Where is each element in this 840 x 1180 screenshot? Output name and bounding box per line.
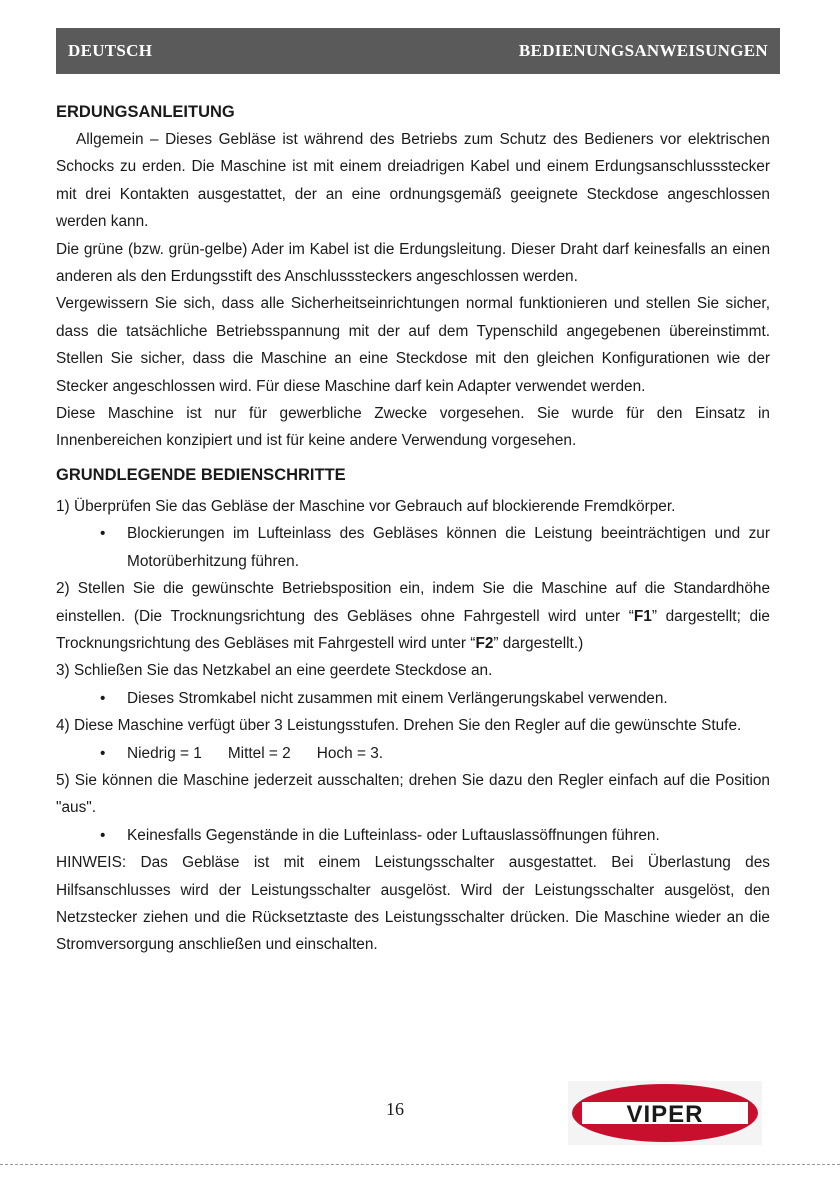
viper-logo	[568, 1081, 762, 1145]
step-4: 4) Diese Maschine verfügt über 3 Leistungsstufen. Drehen Sie den Regler auf die gewünschte Stufe.	[56, 717, 742, 735]
level-medium: Mittel = 2	[227, 744, 291, 762]
page-border	[0, 1164, 840, 1165]
page-content	[56, 98, 770, 959]
bullet-item	[56, 520, 770, 575]
paragraph: Vergewissern Sie sich, dass alle Sicherheitseinrichtungen normal funktionieren und stellen Sie sicher, dass die tatsächliche Betriebsspannung mit der auf dem Typenschild angegebenen übereinstimmt. Stellen Sie sicher, dass die Maschine an eine Steckdose mit den gleichen Konfigurationen wie der Stecker angeschlossen wird. Für diese Maschine darf kein Adapter verwendet werden.	[56, 295, 770, 395]
bullet-icon: •	[100, 525, 106, 543]
paragraph: Allgemein – Dieses Gebläse ist während des Betriebs zum Schutz des Bedieners vor elektrischen Schocks zu erden. Die Maschine ist mit einem dreiadrigen Kabel und einem Erdungsanschlussstecker mit drei Kontakten ausgestattet, der an eine ordnungsgemäß geeignete Steckdose angeschlossen werden kann.	[56, 131, 770, 231]
logo-text: VIPER	[626, 1101, 704, 1128]
section-title-operation: GRUNDLEGENDE BEDIENSCHRITTE	[56, 465, 346, 484]
bullet-item	[56, 685, 770, 712]
page-header	[56, 28, 780, 74]
section-title-grounding: ERDUNGSANLEITUNG	[56, 103, 235, 121]
header-language: DEUTSCH	[68, 41, 153, 60]
paragraph: Diese Maschine ist nur für gewerbliche Zwecke vorgesehen. Sie wurde für den Einsatz in Innenbereichen konzipiert und ist für keine andere Verwendung vorgesehen.	[56, 405, 770, 450]
note: HINWEIS: Das Gebläse ist mit einem Leistungsschalter ausgestattet. Bei Überlastung des Hilfsanschlusses wird der Leistungsschalter ausgelöst. Wird der Leistungsschalter ausgelöst, den Netzstecker ziehen und die Rücksetztaste des Leistungsschalter drücken. Die Maschine wieder an die Stromversorgung anschließen und einschalten.	[56, 854, 770, 954]
level-high: Hoch = 3.	[316, 744, 384, 762]
step-3: 3) Schließen Sie das Netzkabel an eine geerdete Steckdose an.	[56, 662, 493, 680]
step-1: 1) Überprüfen Sie das Gebläse der Maschine vor Gebrauch auf blockierende Fremdkörper.	[56, 497, 676, 515]
bullet-icon: •	[100, 744, 106, 762]
bullet-text: Keinesfalls Gegenstände in die Lufteinlass- oder Luftauslassöffnungen führen.	[127, 826, 660, 844]
bullet-item-levels	[56, 740, 770, 767]
bullet-text: Dieses Stromkabel nicht zusammen mit einem Verlängerungskabel verwenden.	[127, 689, 668, 707]
level-low: Niedrig = 1	[127, 744, 202, 762]
page-number: 16	[386, 1099, 404, 1119]
bullet-text: Blockierungen im Lufteinlass des Gebläses können die Leistung beeinträchtigen und zur Motorüberhitzung führen.	[127, 525, 770, 570]
step-2-text: ” dargestellt.)	[493, 634, 584, 652]
step-2-text: ” dargestellt; die Trocknungsrichtung des Gebläses mit Fahrgestell wird unter “	[56, 607, 770, 652]
bullet-item	[56, 822, 770, 849]
bullet-icon: •	[100, 689, 106, 707]
step-2	[56, 575, 770, 657]
header-title: BEDIENUNGSANWEISUNGEN	[518, 41, 768, 60]
step-2-text: 2) Stellen Sie die gewünschte Betriebsposition ein, indem Sie die Maschine auf die Standardhöhe einstellen. (Die Trocknungsrichtung des Gebläses ohne Fahrgestell wird unter “	[56, 580, 770, 625]
step-5: 5) Sie können die Maschine jederzeit ausschalten; drehen Sie dazu den Regler einfach auf die Position "aus".	[56, 771, 770, 817]
figure-ref-f1: F1	[633, 607, 652, 625]
figure-ref-f2: F2	[475, 634, 494, 652]
bullet-icon: •	[100, 826, 106, 844]
paragraph: Die grüne (bzw. grün-gelbe) Ader im Kabel ist die Erdungsleitung. Dieser Draht darf keinesfalls an einen anderen als den Erdungsstift des Anschlusssteckers angeschlossen werden.	[56, 240, 770, 286]
